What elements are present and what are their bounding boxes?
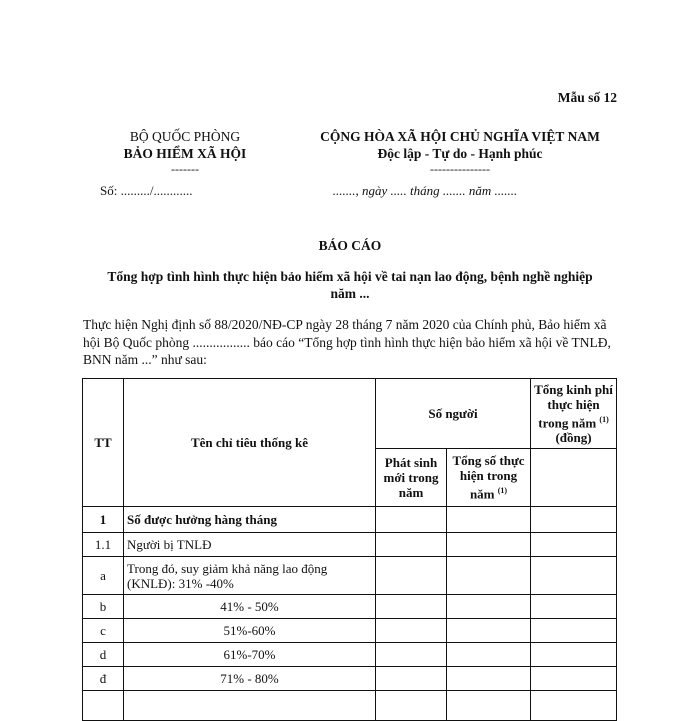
- row-indicator-name: 61%-70%: [124, 643, 376, 667]
- row-total-count[interactable]: [447, 595, 531, 619]
- header-people: Số người: [376, 379, 531, 449]
- report-subtitle: [90, 268, 610, 302]
- header-cost: [531, 379, 617, 449]
- row-tt: b: [83, 595, 124, 619]
- row-total-count[interactable]: [447, 533, 531, 557]
- row-total-count[interactable]: [447, 619, 531, 643]
- table-row: [83, 691, 617, 721]
- issuing-organization: [100, 128, 270, 176]
- document-date: ......., ngày ..... tháng ....... năm .......: [332, 183, 518, 198]
- nation-line-2: Độc lập - Tự do - Hạnh phúc: [377, 146, 543, 161]
- row-cost[interactable]: [531, 643, 617, 667]
- header-tt: TT: [83, 379, 124, 507]
- row-cost[interactable]: [531, 507, 617, 533]
- table-row: [83, 619, 617, 643]
- row-total-count[interactable]: [447, 557, 531, 595]
- row-new-count[interactable]: [376, 533, 447, 557]
- report-title: BÁO CÁO: [318, 238, 382, 253]
- row-tt: 1.1: [83, 533, 124, 557]
- row-new-count[interactable]: [376, 595, 447, 619]
- header-new: Phát sinh mới trong năm: [376, 449, 447, 507]
- header-cost-note: (1): [599, 414, 609, 424]
- row-tt: a: [83, 557, 124, 595]
- table-body: [83, 507, 617, 721]
- row-cost[interactable]: [531, 595, 617, 619]
- header-cost-label: Tổng kinh phí thực hiện trong năm: [534, 381, 613, 431]
- document-number: Số: ........./............: [100, 183, 193, 198]
- row-tt: c: [83, 619, 124, 643]
- table-row: [83, 557, 617, 595]
- row-indicator-name: 71% - 80%: [124, 667, 376, 691]
- row-tt: 1: [83, 507, 124, 533]
- subtitle-line-1: Tổng hợp tình hình thực hiện bảo hiểm xã hội về tai nạn lao động, bệnh nghề nghiệp: [107, 269, 593, 284]
- row-new-count[interactable]: [376, 643, 447, 667]
- row-new-count[interactable]: [376, 667, 447, 691]
- row-tt: [83, 691, 124, 721]
- row-total-count[interactable]: [447, 691, 531, 721]
- header-total-label: Tổng số thực hiện trong năm: [452, 453, 525, 502]
- subtitle-line-2: năm ...: [330, 286, 370, 301]
- org-dashes: -------: [171, 162, 199, 176]
- row-new-count[interactable]: [376, 507, 447, 533]
- org-line-2: BẢO HIỂM XÃ HỘI: [123, 146, 247, 161]
- national-header: [270, 128, 650, 176]
- row-cost[interactable]: [531, 691, 617, 721]
- row-indicator-name: [124, 691, 376, 721]
- row-tt: đ: [83, 667, 124, 691]
- row-indicator-name: Số được hưởng hàng tháng: [124, 507, 376, 533]
- org-line-1: BỘ QUỐC PHÒNG: [129, 129, 241, 144]
- header-total-note: (1): [497, 486, 508, 496]
- header-cost-blank: [531, 449, 617, 507]
- table-row: [83, 533, 617, 557]
- row-indicator-name: 51%-60%: [124, 619, 376, 643]
- row-cost[interactable]: [531, 533, 617, 557]
- row-cost[interactable]: [531, 619, 617, 643]
- nation-dashes: ---------------: [430, 162, 490, 176]
- header-total: [447, 449, 531, 507]
- table-row: [83, 643, 617, 667]
- nation-line-1: CỘNG HÒA XÃ HỘI CHỦ NGHĨA VIỆT NAM: [320, 129, 600, 144]
- row-tt: d: [83, 643, 124, 667]
- statistics-table: [82, 378, 617, 721]
- row-new-count[interactable]: [376, 557, 447, 595]
- row-new-count[interactable]: [376, 691, 447, 721]
- row-total-count[interactable]: [447, 667, 531, 691]
- row-cost[interactable]: [531, 557, 617, 595]
- table-row: [83, 667, 617, 691]
- row-new-count[interactable]: [376, 619, 447, 643]
- header-indicator-name: Tên chỉ tiêu thống kê: [124, 379, 376, 507]
- row-cost[interactable]: [531, 667, 617, 691]
- form-number: Mẫu số 12: [557, 90, 617, 105]
- row-total-count[interactable]: [447, 643, 531, 667]
- header-cost-unit: (đồng): [555, 430, 592, 446]
- row-indicator-name: 41% - 50%: [124, 595, 376, 619]
- row-indicator-name: Trong đó, suy giảm khả năng lao động (KNLĐ): 31% -40%: [124, 557, 376, 595]
- table-row: [83, 507, 617, 533]
- intro-paragraph: Thực hiện Nghị định số 88/2020/NĐ-CP ngày 28 tháng 7 năm 2020 của Chính phủ, Bảo hiểm xã hội Bộ Quốc phòng ................. báo cáo “Tổng hợp tình hình thực hiện bảo hiểm xã hội về TNLĐ, BNN năm ...” như sau:: [83, 317, 611, 367]
- row-total-count[interactable]: [447, 507, 531, 533]
- table-row: [83, 595, 617, 619]
- row-indicator-name: Người bị TNLĐ: [124, 533, 376, 557]
